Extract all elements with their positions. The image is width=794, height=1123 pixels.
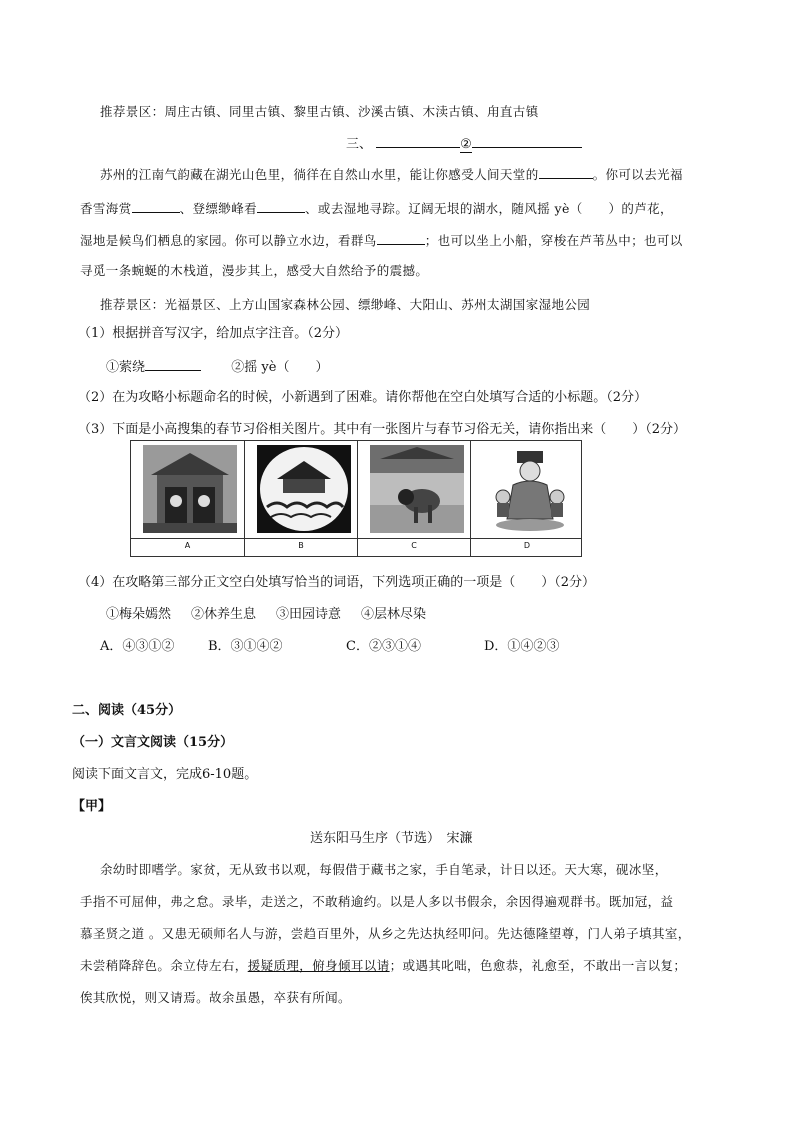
essay-text: 未尝稍降辞色。余立侍左右， bbox=[80, 958, 248, 973]
god-of-wealth-picture bbox=[483, 445, 577, 533]
para-line-4: 寻觅一条蜿蜒的木栈道，漫步其上，感受大自然给予的震撼。 bbox=[80, 263, 429, 278]
recommend-parks: 推荐景区：光福景区、上方山国家森林公园、缥缈峰、大阳山、苏州太湖国家湿地公园 bbox=[100, 297, 591, 312]
para-line-2 bbox=[80, 200, 673, 217]
question-1: （1）根据拼音写汉字，给加点字注音。（2分） bbox=[78, 326, 349, 341]
fill-blank-2[interactable] bbox=[132, 200, 180, 213]
heading-blank-left[interactable] bbox=[376, 135, 460, 148]
essay-underlined-phrase: 援疑质理，俯身倾耳以请 bbox=[247, 958, 390, 973]
recommend-towns: 推荐景区：周庄古镇、同里古镇、黎里古镇、沙溪古镇、木渎古镇、甪直古镇 bbox=[100, 104, 539, 119]
question-1-items bbox=[106, 358, 328, 376]
section-subtitle-classical: （一）文言文阅读（15分） bbox=[72, 735, 234, 750]
q4-word: ①梅朵嫣然 bbox=[106, 607, 172, 622]
picture-cell-b[interactable] bbox=[244, 441, 357, 557]
q1-answer-blank[interactable] bbox=[145, 358, 201, 371]
lion-dance-picture bbox=[370, 445, 464, 533]
picture-table bbox=[130, 440, 582, 557]
fill-blank-4[interactable] bbox=[377, 232, 425, 245]
fill-blank-3[interactable] bbox=[257, 200, 305, 213]
q1-item-a: ①萦绕 bbox=[106, 360, 146, 375]
para-line-1 bbox=[100, 166, 683, 183]
picture-cell-d[interactable] bbox=[470, 441, 583, 557]
essay-line-1: 余幼时即嗜学。家贫，无从致书以观，每假借于藏书之家，手自笔录，计日以还。天大寒，砚冰坚， bbox=[100, 862, 668, 877]
para-text: ；也可以坐上小船，穿梭在芦苇丛中；也可以 bbox=[424, 233, 683, 248]
essay-text: ；或遇其叱咄，色愈恭，礼愈至，不敢出一言以复； bbox=[389, 958, 687, 973]
q4-word: ④层林尽染 bbox=[361, 607, 427, 622]
essay-line-4 bbox=[80, 958, 686, 974]
question-4-words bbox=[106, 607, 426, 623]
essay-title: 送东阳马生序（节选） 宋濂 bbox=[310, 831, 473, 846]
para-text: 苏州的江南气韵藏在湖光山色里，徜徉在自然山水里，能让你感受人间天堂的 bbox=[100, 167, 539, 182]
picture-label-a: A bbox=[184, 541, 191, 550]
para-line-3 bbox=[80, 232, 683, 249]
reading-instruction: 阅读下面文言文，完成6-10题。 bbox=[72, 767, 258, 782]
heading-three bbox=[346, 135, 582, 153]
essay-line-2: 手指不可屈伸，弗之怠。录毕，走送之，不敢稍逾约。以是人多以书假余，余因得遍观群书。既加冠，益 bbox=[80, 894, 674, 909]
section-title-reading: 二、阅读（45分） bbox=[72, 703, 182, 718]
door-gods-gate-picture bbox=[143, 445, 237, 533]
fill-blank-1[interactable] bbox=[539, 166, 593, 179]
picture-label-b: B bbox=[298, 541, 304, 550]
palace-cloud-picture bbox=[257, 445, 351, 533]
picture-label-d: D bbox=[523, 541, 531, 550]
q4-option-c[interactable]: C．②③①④ bbox=[346, 639, 421, 654]
heading-blank-right[interactable] bbox=[472, 135, 582, 148]
para-text: 、登缥缈峰看 bbox=[179, 201, 258, 216]
para-text: 。你可以去光福 bbox=[592, 167, 683, 182]
passage-jia-marker: 【甲】 bbox=[72, 799, 112, 814]
picture-label-c: C bbox=[411, 541, 417, 550]
q4-word: ③田园诗意 bbox=[276, 607, 342, 622]
para-text: 、或去湿地寻踪。辽阔无垠的湖水，随风摇 yè（ ）的芦花， bbox=[305, 201, 673, 216]
para-text: 湿地是候鸟们栖息的家园。你可以静立水边，看群鸟 bbox=[80, 233, 377, 248]
para-text: 香雪海赏 bbox=[80, 201, 132, 216]
q4-option-a[interactable]: A．④③①② bbox=[100, 639, 175, 654]
picture-cell-a[interactable] bbox=[131, 441, 244, 557]
question-2: （2）在为攻略小标题命名的时候，小新遇到了困难。请你帮他在空白处填写合适的小标题。（2分） bbox=[78, 390, 648, 405]
picture-cell-c[interactable] bbox=[357, 441, 470, 557]
essay-line-3: 慕圣贤之道 。又患无硕师名人与游，尝趋百里外，从乡之先达执经叩问。先达德隆望尊，门人弟子填其室， bbox=[80, 926, 691, 941]
essay-line-5: 俟其欣悦，则又请焉。故余虽愚，卒获有所闻。 bbox=[80, 990, 351, 1005]
heading-prefix: 三、 bbox=[346, 137, 373, 152]
heading-marker: ② bbox=[460, 137, 472, 152]
q4-option-b[interactable]: B．③①④② bbox=[208, 639, 283, 654]
q4-word: ②休养生息 bbox=[191, 607, 257, 622]
q1-item-b: ②摇 yè（ ） bbox=[231, 360, 329, 375]
q4-option-d[interactable]: D．①④②③ bbox=[484, 639, 560, 654]
question-3: （3）下面是小高搜集的春节习俗相关图片。其中有一张图片与春节习俗无关，请你指出来（ ）（2分） bbox=[78, 422, 687, 437]
question-4: （4）在攻略第三部分正文空白处填写恰当的词语，下列选项正确的一项是（ ）（2分） bbox=[78, 575, 596, 590]
